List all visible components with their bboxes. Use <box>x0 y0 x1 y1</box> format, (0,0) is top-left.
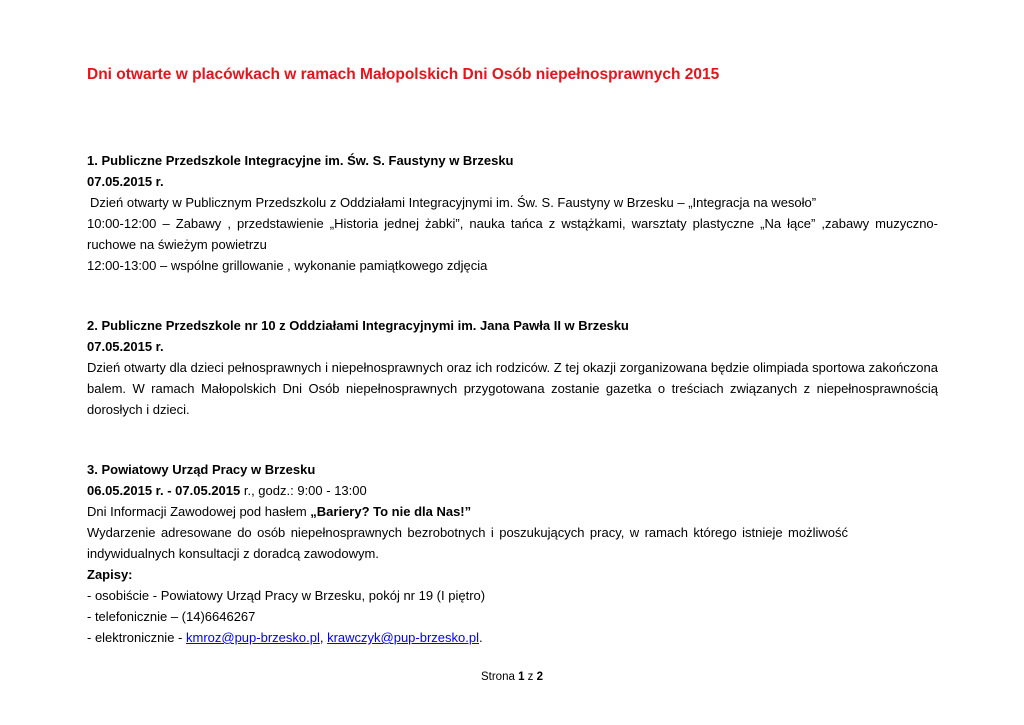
section-3-time: r., godz.: 9:00 - 13:00 <box>240 483 367 498</box>
email-link-krawczyk[interactable]: krawczyk@pup-brzesko.pl <box>327 630 479 645</box>
email-link-kmroz[interactable]: kmroz@pup-brzesko.pl <box>185 630 320 645</box>
section-3-heading: 3. Powiatowy Urząd Pracy w Brzesku <box>87 462 316 477</box>
footer-total-pages: 2 <box>536 671 544 683</box>
section-3-signup-email-prefix: - elektronicznie - <box>87 630 186 645</box>
section-3-signup-email-line <box>87 627 938 648</box>
section-1-description: Dzień otwarty w Publicznym Przedszkolu z Oddziałami Integracyjnymi im. Św. S. Faustyny w Brzesku – „Integracja na wesoło” <box>90 195 817 210</box>
section-3-event-prefix: Dni Informacji Zawodowej pod hasłem <box>87 504 311 519</box>
section-3-signup-email-suffix: . <box>479 630 483 645</box>
section-1 <box>87 150 938 276</box>
section-1-date: 07.05.2015 r. <box>87 174 164 189</box>
section-3-signup-phone: - telefonicznie – (14)6646267 <box>87 609 256 624</box>
section-3 <box>87 459 938 648</box>
section-2-heading: 2. Publiczne Przedszkole nr 10 z Oddziałami Integracyjnymi im. Jana Pawła II w Brzesku <box>87 318 629 333</box>
section-3-event-line <box>87 501 938 522</box>
section-3-event-slogan: „Bariery? To nie dla Nas!” <box>310 504 472 519</box>
footer-middle: z <box>524 671 537 683</box>
section-3-signup-in-person: - osobiście - Powiatowy Urząd Pracy w Brzesku, pokój nr 19 (I piętro) <box>87 588 486 603</box>
footer-prefix: Strona <box>480 671 519 683</box>
section-3-date: 06.05.2015 r. - 07.05.2015 <box>87 483 241 498</box>
section-3-description: Wydarzenie adresowane do osób niepełnosprawnych bezrobotnych i poszukujących pracy, w ramach którego istnieje możliwość indywidualnych konsultacji z doradcą zawodowym. <box>87 525 848 561</box>
section-1-schedule-2: 12:00-13:00 – wspólne grillowanie , wykonanie pamiątkowego zdjęcia <box>87 258 488 273</box>
section-2-description: Dzień otwarty dla dzieci pełnosprawnych i niepełnosprawnych oraz ich rodziców. Z tej okazji zorganizowana będzie olimpiada sportowa zakończona balem. W ramach Małopolskich Dni Osób niepełnosprawnych przygotowana zostanie gazetka o treściach związanych z niepełnosprawnością dorosłych i dzieci. <box>87 360 938 417</box>
section-1-schedule-1: 10:00-12:00 – Zabawy , przedstawienie „Historia jednej żabki”, nauka tańca z wstążkami, warsztaty plastyczne „Na łące” ,zabawy muzyczno-ruchowe na świeżym powietrzu <box>87 216 938 252</box>
document-title: Dni otwarte w placówkach w ramach Małopolskich Dni Osób niepełnosprawnych 2015 <box>87 66 720 83</box>
page-footer <box>0 671 1024 683</box>
section-1-heading: 1. Publiczne Przedszkole Integracyjne im. Św. S. Faustyny w Brzesku <box>87 153 514 168</box>
section-2-date: 07.05.2015 r. <box>87 339 164 354</box>
section-2 <box>87 315 938 420</box>
section-3-signup-label: Zapisy: <box>87 567 133 582</box>
email-separator: , <box>319 630 328 645</box>
section-3-date-line <box>87 480 938 501</box>
footer-current-page: 1 <box>518 671 525 683</box>
